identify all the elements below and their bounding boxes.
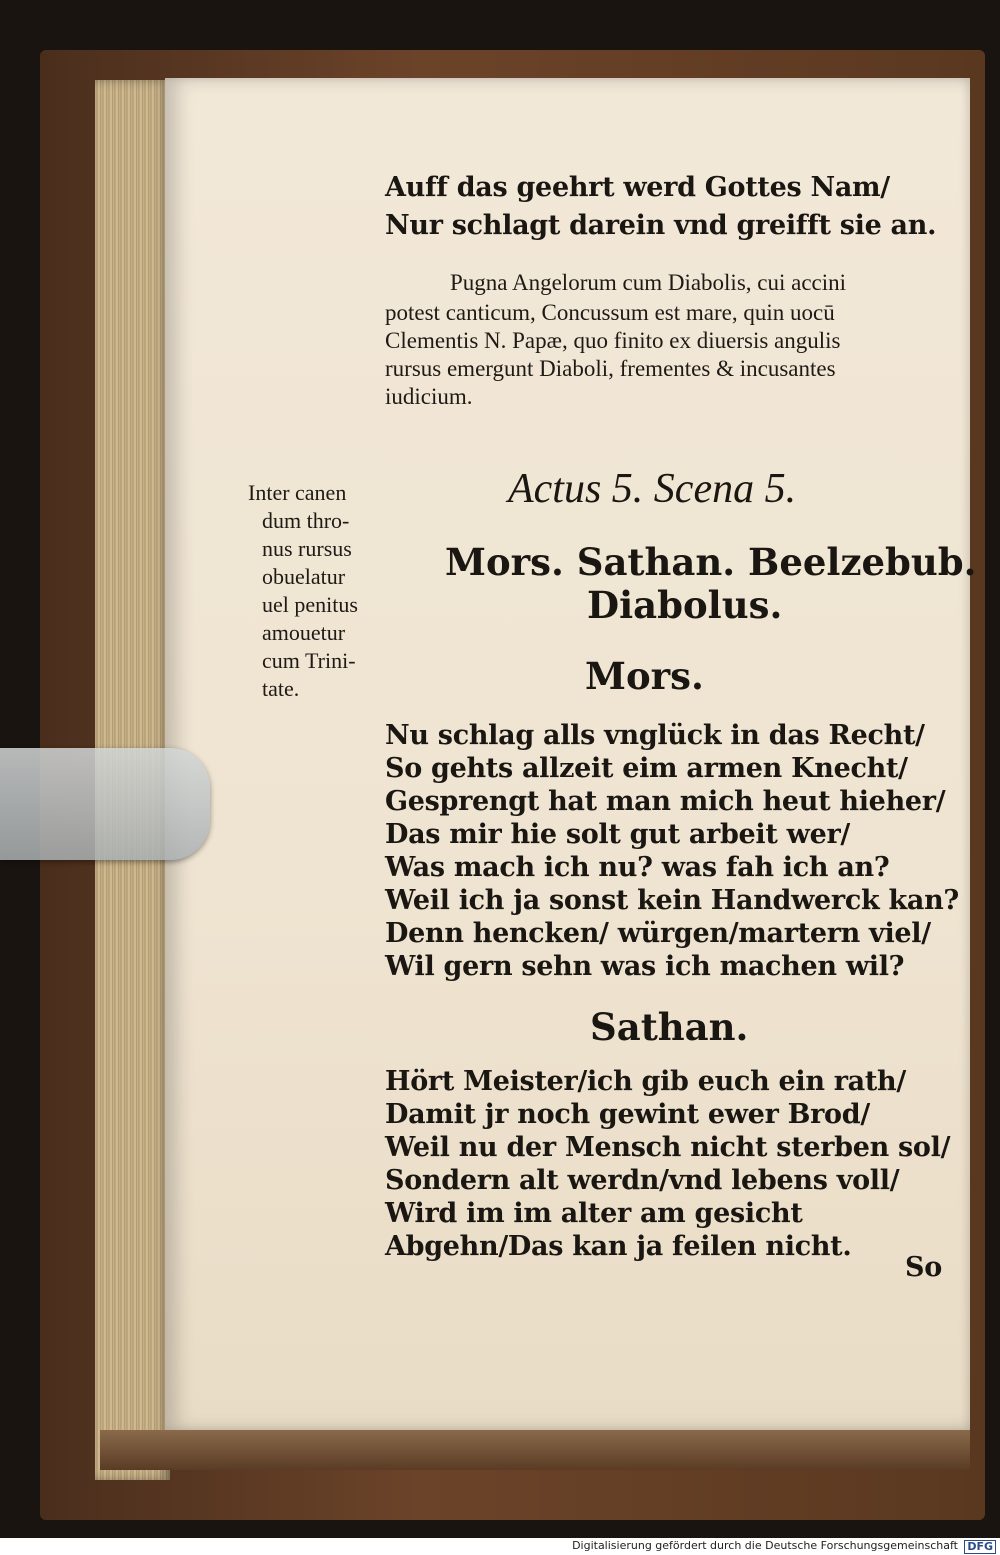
verse-line: Gesprengt hat man mich heut hieher/ [385,786,946,817]
latin-paragraph-line: iudicium. [385,384,473,409]
latin-paragraph-line: Clementis N. Papæ, quo finito ex diuersis angulis [385,328,841,353]
speaker-name: Mors. [585,654,704,698]
verse-line: Auff das geehrt werd Gottes Nam/ [385,172,890,203]
verse-line: Denn hencken/ würgen/martern viel/ [385,918,931,949]
margin-note-line: dum thro- [262,508,350,533]
book-bottom-edge [100,1430,970,1470]
character-list-line: Mors. Sathan. Beelzebub. [445,540,977,584]
verse-line: Wird im im alter am gesicht [385,1198,803,1229]
margin-note-line: tate. [262,676,300,701]
verse-line: Weil nu der Mensch nicht sterben sol/ [385,1132,951,1163]
verse-line: Hört Meister/ich gib euch ein rath/ [385,1066,906,1097]
margin-note-line: nus rursus [262,536,352,561]
verse-line: So gehts allzeit eim armen Knecht/ [385,753,908,784]
bookmark-tab [0,748,210,860]
verse-line: Nur schlagt darein vnd greifft sie an. [385,210,937,241]
margin-note-line: Inter canen [248,480,347,505]
verse-line: Abgehn/Das kan ja feilen nicht. [385,1231,852,1262]
footer-credit: Digitalisierung gefördert durch die Deutsche Forschungsgemeinschaft [572,1539,958,1552]
verse-line: Was mach ich nu? was fah ich an? [385,852,890,883]
margin-note-line: uel penitus [262,592,358,617]
latin-paragraph-line: potest canticum, Concussum est mare, quin uocū [385,300,835,325]
latin-paragraph-line: rursus emergunt Diaboli, frementes & incusantes [385,356,836,381]
verse-line: Nu schlag alls vnglück in das Recht/ [385,720,925,751]
verse-line: Damit jr noch gewint ewer Brod/ [385,1099,870,1130]
latin-paragraph-line: Pugna Angelorum cum Diabolis, cui accini [450,270,847,295]
speaker-name: Sathan. [590,1005,749,1049]
character-list-line: Diabolus. [587,583,783,627]
margin-note-line: cum Trini- [262,648,356,673]
margin-note-line: amouetur [262,620,346,645]
act-scene-heading: Actus 5. Scena 5. [508,466,797,512]
margin-note-line: obuelatur [262,564,346,589]
verse-line: Weil ich ja sonst kein Handwerck kan? [385,885,959,916]
catchword: So [905,1252,942,1283]
dfg-logo: DFG [964,1540,996,1554]
verse-line: Wil gern sehn was ich machen wil? [385,951,905,982]
verse-line: Das mir hie solt gut arbeit wer/ [385,819,850,850]
verse-line: Sondern alt werdn/vnd lebens voll/ [385,1165,900,1196]
